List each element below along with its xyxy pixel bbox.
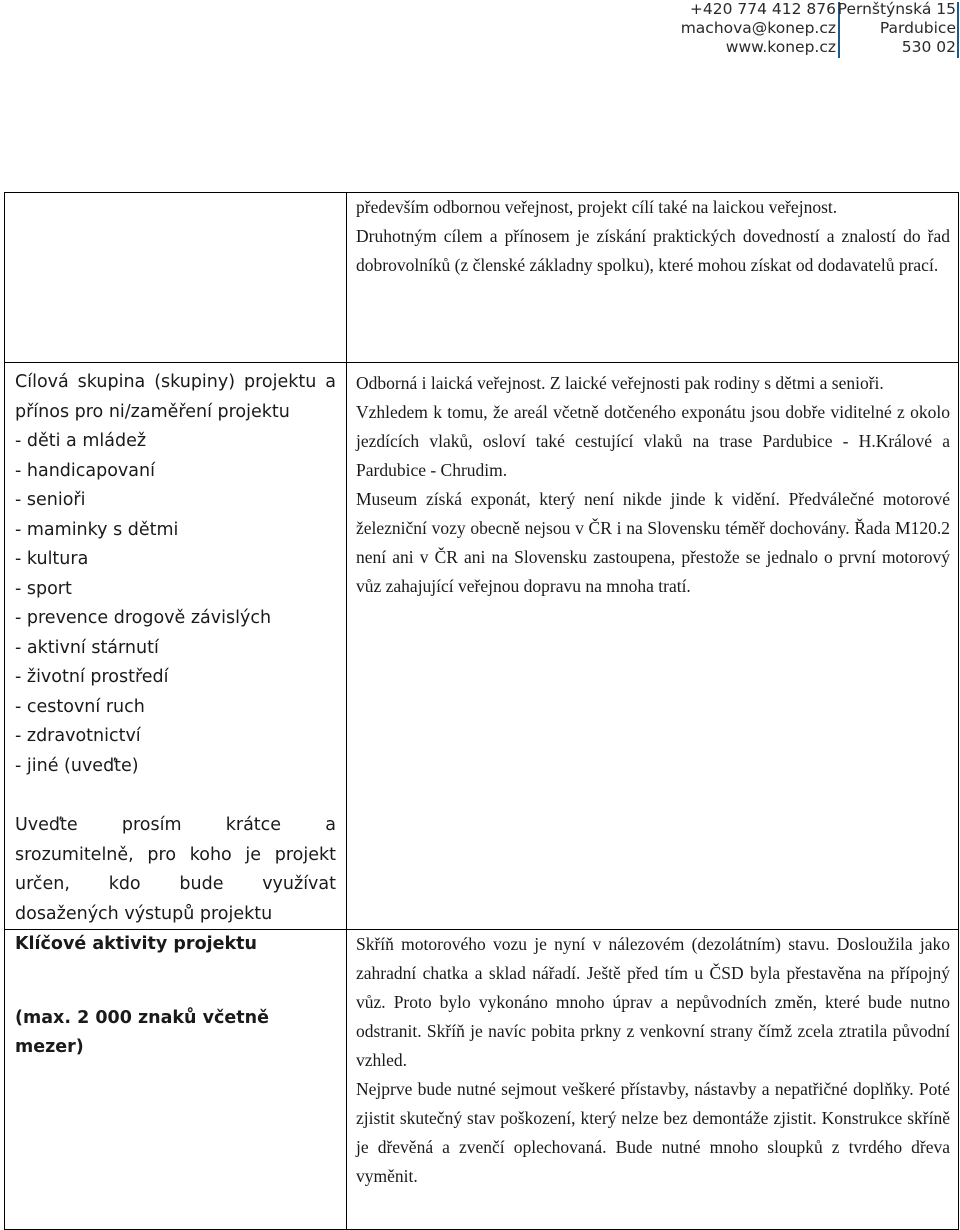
label-note: (max. 2 000 znaků včetně mezer)	[15, 1007, 269, 1057]
list-item: - zdravotnictví	[15, 726, 141, 746]
list-item: - maminky s dětmi	[15, 519, 179, 540]
paragraph: Druhotným cílem a přínosem je získání praktických dovedností a znalostí do řad dobrovolníků (z členské základny spolku), které mohou získat od dodavatelů prací.	[356, 226, 950, 275]
label-cell	[5, 193, 347, 363]
list-item: - životní prostředí	[15, 667, 169, 687]
paragraph: Skříň motorového vozu je nyní v nálezovém (dezolátním) stavu. Dosloužila jako zahradní chatka a sklad nářadí. Ještě před tím u ČSD byla přestavěna na přípojný vůz. Proto bylo vykonáno mnoho úprav a nepůvodních změn, které bude nutno odstranit. Skříň je navíc pobita prkny z venkovní strany čímž zcela ztratila původní vzhled.	[356, 934, 950, 1070]
label-title: Cílová skupina (skupiny) projektu a přínos pro ni/zaměření projektu	[15, 372, 336, 422]
list-item: - děti a mládež	[15, 431, 147, 451]
value-cell	[347, 930, 959, 1230]
table-row	[5, 930, 959, 1230]
key-activities-value	[347, 930, 958, 1191]
label-note: Uveďte prosím krátce a srozumitelně, pro koho je projekt určen, kdo bude využívat dosažených výstupů projektu	[15, 815, 336, 924]
email-address[interactable]: machova@konep.cz	[680, 19, 836, 37]
city-name: Pardubice	[879, 19, 956, 37]
letterhead	[660, 0, 960, 60]
label-title: Klíčové aktivity projektu	[15, 934, 257, 954]
table-row	[5, 193, 959, 363]
value-cell	[347, 193, 959, 363]
label-cell	[5, 930, 347, 1230]
street-address: Pernštýnská 15	[837, 0, 956, 18]
paragraph: Museum získá exponát, který není nikde jinde k vidění. Předválečné motorové železniční vozy obecně nejsou v ČR i na Slovensku téměř dochovány. Řada M120.2 není ani v ČR ani na Slovensku zastoupena, přestože se jednalo o první motorový vůz zahajující veřejnou dopravu na mnoha tratí.	[356, 489, 950, 596]
key-activities-label	[5, 930, 346, 1063]
table-row	[5, 363, 959, 930]
target-group-value	[347, 363, 958, 601]
value-cell	[347, 363, 959, 930]
zip-code: 530 02	[901, 38, 956, 56]
list-item: - prevence drogově závislých	[15, 608, 272, 628]
list-item: - handicapovaní	[15, 460, 155, 481]
address-block	[838, 0, 956, 57]
list-item: - sport	[15, 578, 72, 599]
paragraph: Odborná i laická veřejnost. Z laické veřejnosti pak rodiny s dětmi a senioři.	[356, 373, 884, 393]
phone-number: +420 774 412 876	[689, 0, 836, 18]
list-item: - kultura	[15, 549, 89, 569]
project-form-table	[4, 192, 959, 1230]
list-item: - jiné (uveďte)	[15, 755, 139, 776]
paragraph: především odbornou veřejnost, projekt cílí také na laickou veřejnost.	[356, 197, 838, 217]
list-item: - cestovní ruch	[15, 696, 145, 717]
header-divider	[957, 2, 959, 58]
list-item: - aktivní stárnutí	[15, 637, 159, 658]
target-group-label	[5, 363, 346, 929]
label-cell	[5, 363, 347, 930]
website-url[interactable]: www.konep.cz	[725, 38, 836, 56]
paragraph: Nejprve bude nutné sejmout veškeré přístavby, nástavby a nepatřičné doplňky. Poté zjistit skutečný stav poškození, který nelze bez demontáže zjistit. Konstrukce skříně je dřevěná a zvenčí oplechovaná. Bude nutné mnoho sloupků z tvrdého dřeva vyměnit.	[356, 1079, 950, 1186]
target-audience-continuation	[347, 193, 958, 280]
list-item: - senioři	[15, 490, 86, 510]
contact-block	[681, 0, 836, 57]
paragraph: Vzhledem k tomu, že areál včetně dotčeného exponátu jsou dobře viditelné z okolo jezdících vlaků, osloví také cestující vlaků na trase Pardubice - H.Králové a Pardubice - Chrudim.	[356, 402, 950, 480]
